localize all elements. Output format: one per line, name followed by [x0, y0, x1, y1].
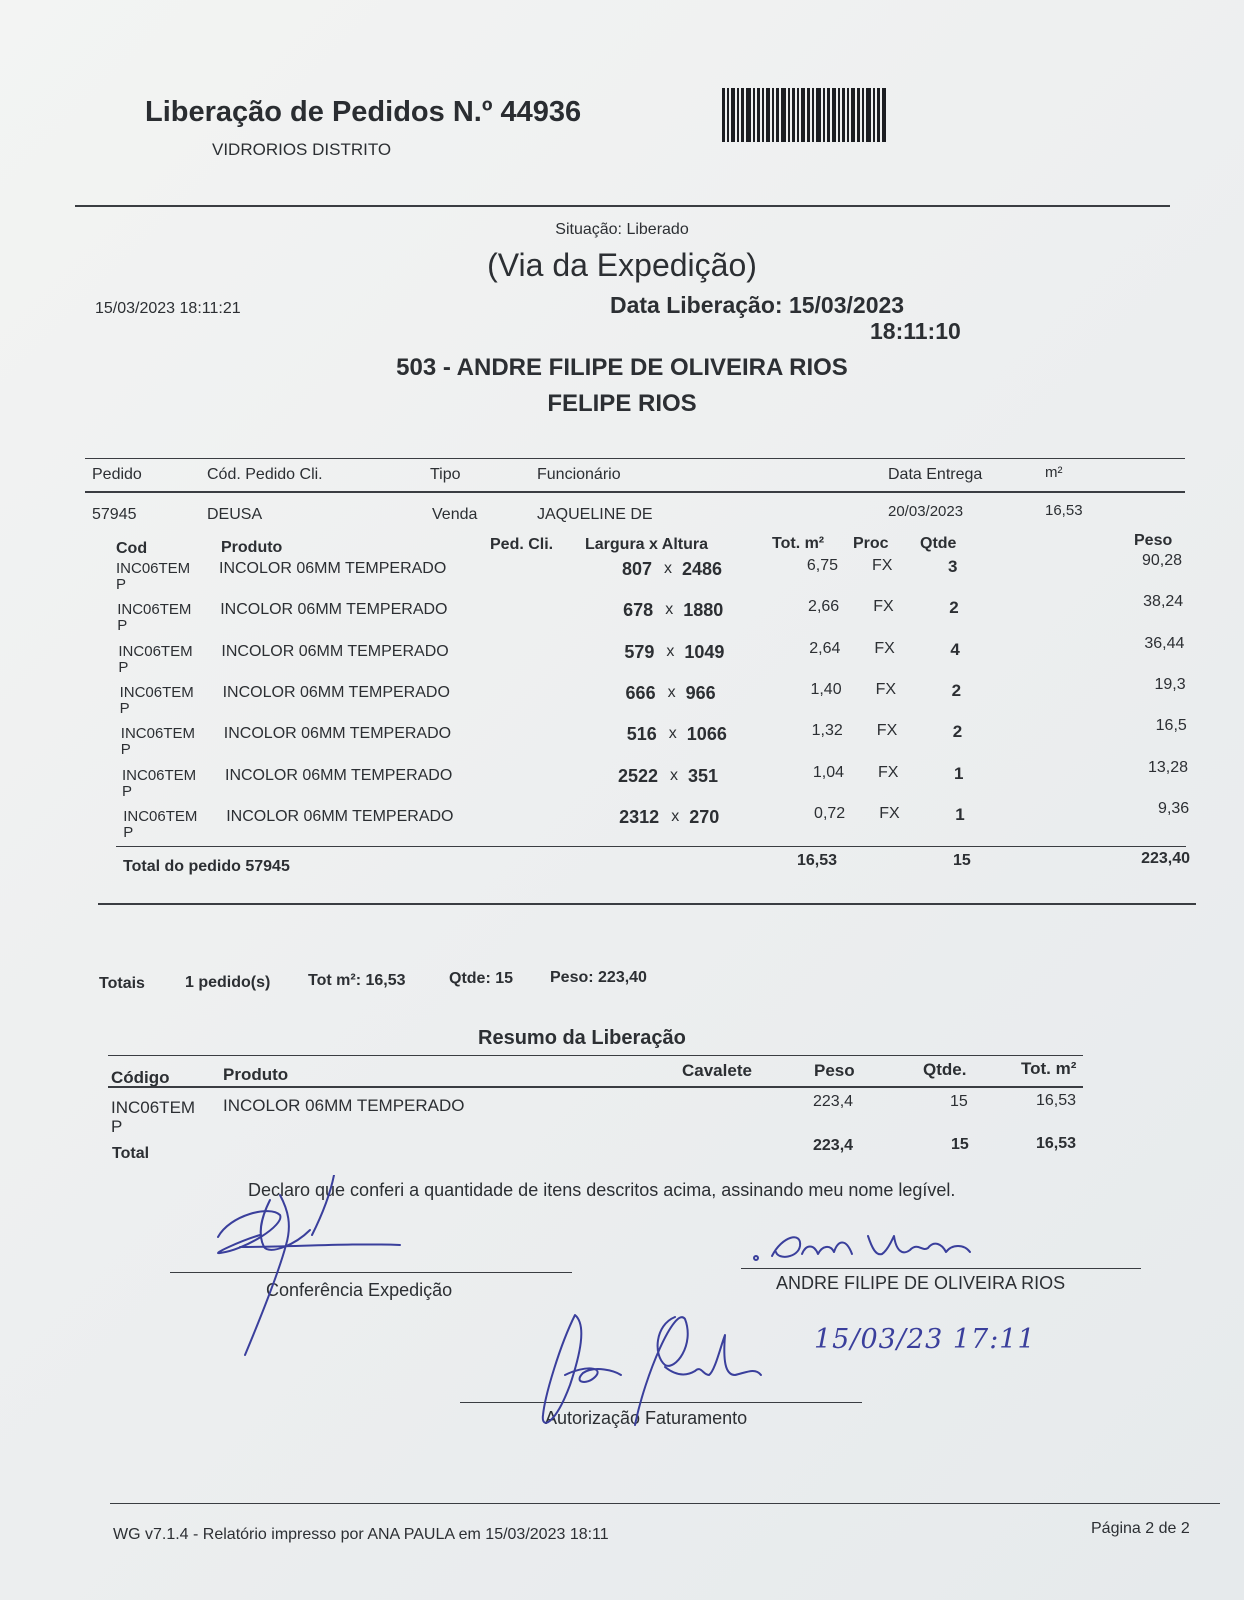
summary-row-peso: 223,4	[813, 1093, 854, 1110]
conferencia-signature	[200, 1175, 420, 1375]
item-code: INC06TEM P	[122, 766, 197, 800]
item-proc: FX	[879, 804, 900, 822]
release-label: Data Liberação: 15/03/2023	[610, 292, 905, 318]
item-tot-m2: 1,40	[810, 680, 842, 698]
summary-col-codigo: Código	[111, 1068, 170, 1087]
totals-qtde: Qtde: 15	[449, 970, 514, 987]
item-peso: 38,24	[1143, 593, 1184, 611]
item-code: INC06TEM P	[123, 807, 198, 841]
summary-col-peso: Peso	[814, 1061, 855, 1080]
item-qtde: 3	[948, 557, 958, 576]
item-largura: 666	[625, 682, 656, 703]
items-col-largura-altura: Largura x Altura	[585, 536, 709, 553]
client-signature-name: ANDRE FILIPE DE OLIVEIRA RIOS	[776, 1273, 1066, 1293]
item-x: x	[670, 766, 678, 784]
handwritten-date: 15/03/23 17:11	[814, 1324, 1036, 1355]
item-tot-m2: 2,66	[808, 598, 840, 616]
item-product: INCOLOR 06MM TEMPERADO	[223, 725, 452, 743]
item-altura: 1049	[684, 641, 725, 662]
item-peso: 36,44	[1144, 634, 1185, 652]
order-total-qtde: 15	[953, 852, 971, 869]
item-code: INC06TEM P	[120, 725, 195, 759]
item-qtde: 2	[952, 722, 963, 742]
footer-page-number: Página 2 de 2	[1091, 1520, 1190, 1537]
item-largura: 807	[621, 559, 652, 579]
col-funcionario: Funcionário	[537, 466, 621, 483]
summary-col-cavalete: Cavalete	[682, 1061, 752, 1080]
item-code: INC06TEM P	[119, 683, 194, 717]
item-largura: 579	[624, 641, 655, 662]
summary-total-peso: 223,4	[813, 1137, 854, 1154]
item-product: INCOLOR 06MM TEMPERADO	[220, 601, 448, 619]
item-product: INCOLOR 06MM TEMPERADO	[219, 560, 447, 577]
report-title: Liberação de Pedidos N.º 44936	[145, 96, 582, 128]
order-header-top-rule	[85, 458, 1185, 459]
declaration-text: Declaro que conferi a quantidade de itens descritos acima, assinando meu nome legível.	[248, 1180, 956, 1200]
item-code: INC06TEM P	[117, 601, 192, 635]
col-data-entrega: Data Entrega	[888, 466, 983, 483]
summary-col-tot-m2: Tot. m²	[1021, 1059, 1077, 1078]
col-cod-pedido-cli: Cód. Pedido Cli.	[207, 466, 323, 483]
summary-row-tot: 16,53	[1036, 1092, 1077, 1109]
item-tot-m2: 1,04	[812, 763, 844, 781]
order-total-label: Total do pedido 57945	[123, 858, 290, 875]
client-alias: FELIPE RIOS	[547, 390, 697, 417]
footer-rule	[110, 1503, 1220, 1504]
item-largura: 678	[623, 600, 654, 621]
item-proc: FX	[875, 680, 897, 698]
summary-row-code: INC06TEM P	[111, 1098, 196, 1136]
col-m2: m²	[1045, 464, 1063, 481]
totals-m2: Tot m²: 16,53	[308, 972, 406, 989]
col-tipo: Tipo	[430, 466, 461, 483]
summary-col-qtde: Qtde.	[923, 1060, 967, 1079]
item-product: INCOLOR 06MM TEMPERADO	[225, 766, 453, 784]
item-x: x	[668, 725, 677, 743]
item-product: INCOLOR 06MM TEMPERADO	[221, 642, 449, 660]
order-number: 57945	[92, 506, 137, 523]
item-altura: 966	[685, 682, 716, 703]
autorizacao-label: Autorização Faturamento	[545, 1408, 748, 1428]
totals-peso: Peso: 223,40	[550, 969, 647, 986]
item-x: x	[666, 642, 675, 660]
item-product: INCOLOR 06MM TEMPERADO	[226, 807, 454, 825]
summary-row-qtde: 15	[950, 1093, 968, 1110]
via-label: (Via da Expedição)	[487, 247, 757, 283]
item-altura: 351	[688, 765, 719, 786]
order-employee: JAQUELINE DE	[537, 506, 653, 523]
item-proc: FX	[878, 763, 899, 781]
item-peso: 16,5	[1155, 717, 1187, 735]
item-altura: 1880	[683, 600, 724, 621]
item-peso: 13,28	[1147, 758, 1188, 776]
items-col-qtde: Qtde	[920, 535, 957, 552]
item-altura: 2486	[682, 559, 723, 579]
item-x: x	[665, 601, 674, 619]
items-col-tot-m2: Tot. m²	[772, 535, 825, 552]
item-qtde: 1	[954, 763, 964, 783]
item-altura: 1066	[686, 724, 727, 745]
client-name: 503 - ANDRE FILIPE DE OLIVEIRA RIOS	[396, 354, 848, 381]
item-x: x	[671, 807, 680, 825]
order-type: Venda	[432, 506, 478, 523]
footer-printed-by: WG v7.1.4 - Relatório impresso por ANA PAULA em 15/03/2023 18:11	[113, 1526, 609, 1543]
item-peso: 19,3	[1154, 675, 1186, 693]
summary-header-rule	[108, 1086, 1083, 1088]
summary-top-rule	[108, 1055, 1083, 1056]
item-tot-m2: 1,32	[811, 722, 843, 740]
header-divider	[75, 205, 1170, 207]
order-header-bottom-rule	[85, 491, 1185, 493]
item-largura: 2312	[619, 806, 660, 827]
release-time: 18:11:10	[870, 318, 961, 344]
item-altura: 270	[689, 806, 720, 827]
items-col-cod: Cod	[116, 540, 148, 557]
printed-datetime: 15/03/2023 18:11:21	[95, 300, 241, 317]
item-tot-m2: 0,72	[814, 804, 846, 822]
order-total-peso: 223,40	[1141, 850, 1190, 867]
item-tot-m2: 6,75	[806, 557, 838, 574]
totals-pedidos: 1 pedido(s)	[185, 974, 271, 991]
item-qtde: 2	[949, 598, 959, 618]
item-largura: 2522	[617, 765, 658, 786]
item-product: INCOLOR 06MM TEMPERADO	[222, 683, 450, 701]
item-peso: 90,28	[1141, 552, 1182, 569]
summary-total-tot: 16,53	[1036, 1135, 1077, 1152]
client-signature	[742, 1226, 1002, 1276]
items-col-produto: Produto	[221, 539, 283, 556]
order-m2: 16,53	[1045, 502, 1083, 519]
autorizacao-signature	[525, 1305, 785, 1435]
item-proc: FX	[873, 598, 894, 616]
summary-title: Resumo da Liberação	[478, 1027, 686, 1049]
items-col-ped-cli: Ped. Cli.	[490, 536, 554, 553]
item-x: x	[667, 683, 676, 701]
items-col-proc: Proc	[853, 535, 889, 552]
item-tot-m2: 2,64	[809, 639, 841, 657]
item-qtde: 2	[951, 680, 962, 700]
conferencia-label: Conferência Expedição	[266, 1280, 453, 1300]
item-proc: FX	[874, 639, 895, 657]
company-name: VIDRORIOS DISTRITO	[212, 140, 392, 159]
situation: Situação: Liberado	[555, 221, 689, 238]
totals-label: Totais	[99, 975, 145, 992]
item-proc: FX	[872, 557, 893, 574]
item-x: x	[664, 560, 672, 577]
item-peso: 9,36	[1158, 799, 1190, 817]
summary-col-produto: Produto	[223, 1065, 289, 1084]
item-proc: FX	[876, 722, 898, 740]
col-pedido: Pedido	[92, 466, 142, 483]
order-total-rule	[116, 846, 1186, 847]
order-section-divider	[98, 903, 1196, 905]
order-client-code: DEUSA	[207, 506, 263, 523]
item-code: INC06TEM P	[116, 560, 191, 593]
item-qtde: 4	[950, 639, 960, 659]
item-largura: 516	[626, 724, 657, 745]
order-total-m2: 16,53	[797, 852, 838, 869]
item-code: INC06TEM P	[118, 642, 193, 676]
summary-total-qtde: 15	[951, 1136, 969, 1153]
items-col-peso: Peso	[1134, 532, 1173, 549]
summary-row-product: INCOLOR 06MM TEMPERADO	[223, 1096, 465, 1115]
barcode	[722, 88, 918, 142]
order-delivery-date: 20/03/2023	[888, 503, 964, 520]
release-date: 15/03/2023	[788, 292, 905, 318]
item-qtde: 1	[955, 804, 965, 824]
summary-total-label: Total	[112, 1145, 150, 1162]
